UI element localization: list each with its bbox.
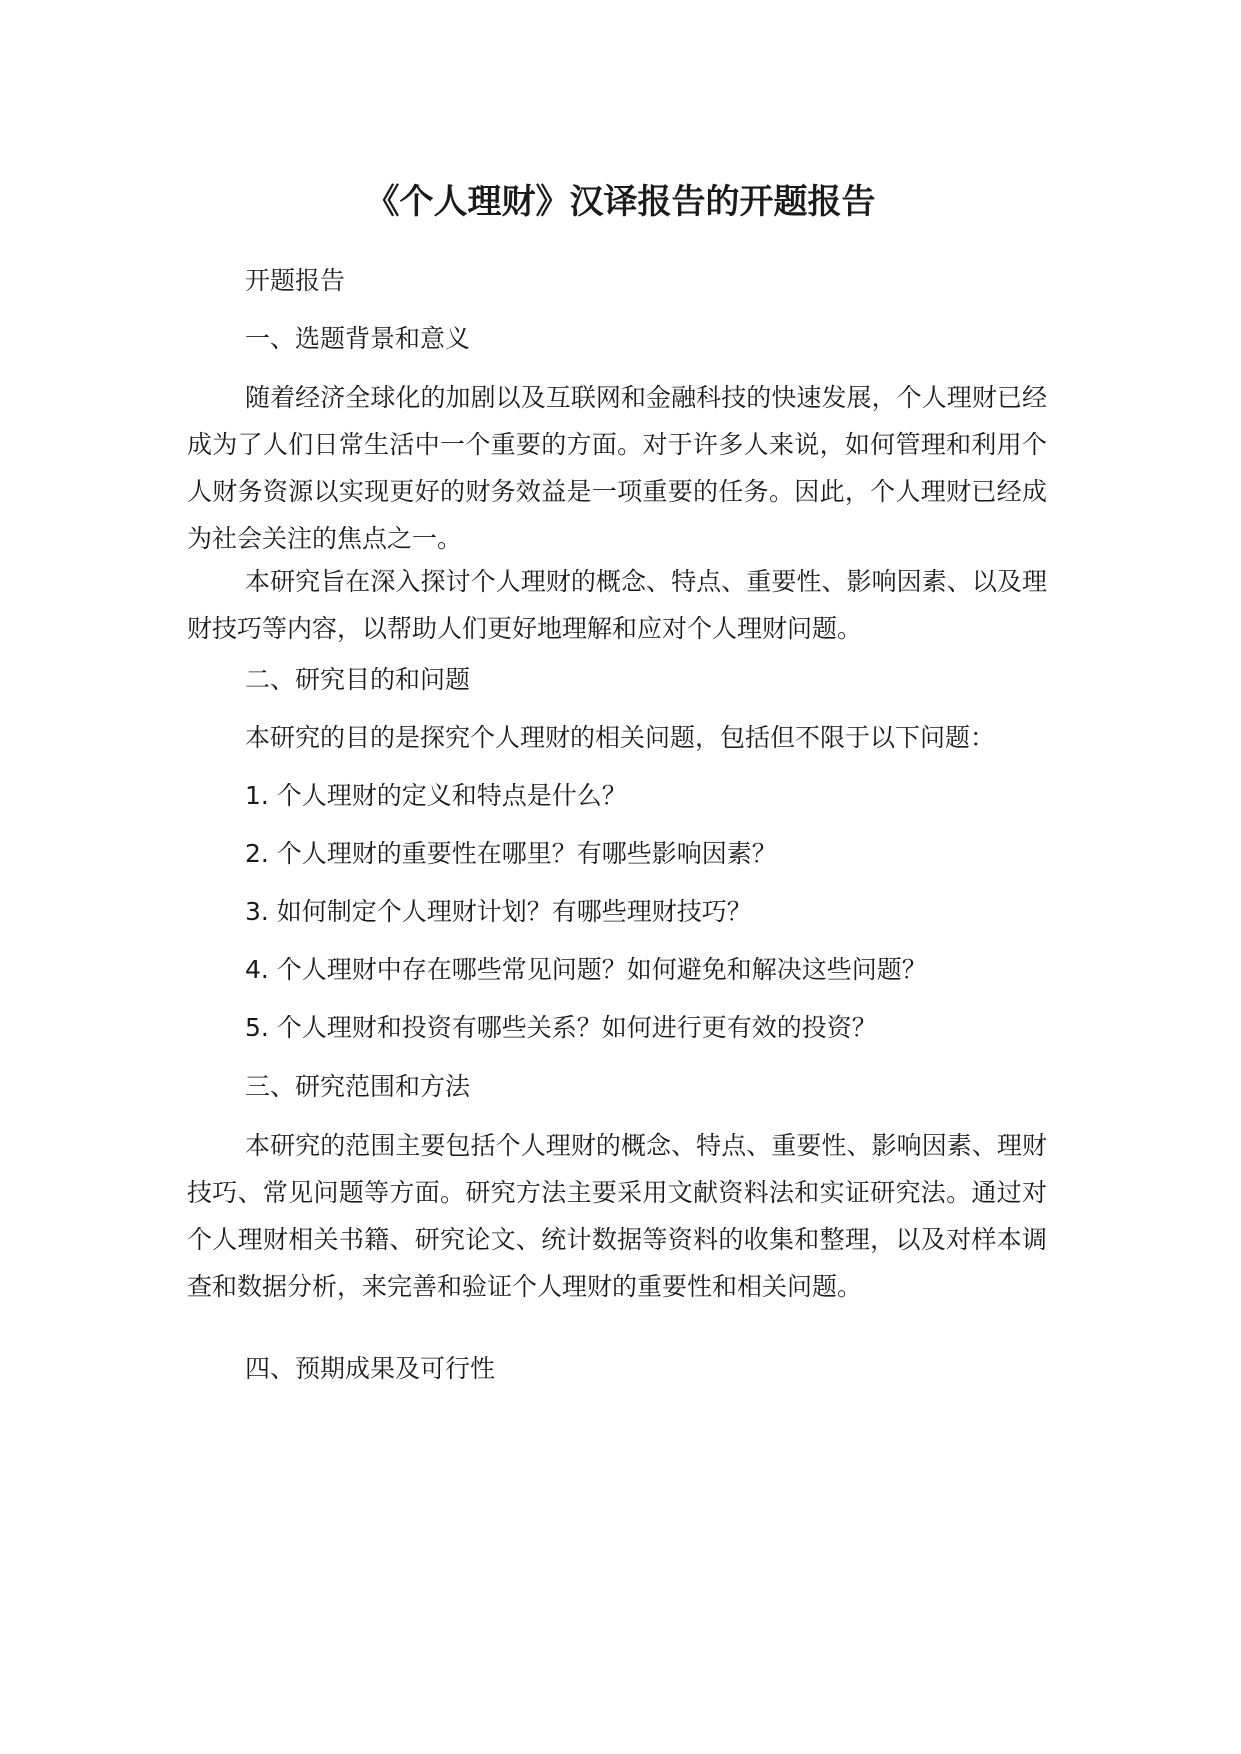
report-label: 开题报告 (245, 266, 346, 295)
section1-paragraph-1-block (187, 374, 1047, 562)
section3-paragraph: 本研究的范围主要包括个人理财的概念、特点、重要性、影响因素、理财技巧、常见问题等方面。研究方法主要采用文献资料法和实证研究法。通过对个人理财相关书籍、研究论文、统计数据等资料的收集和整理，以及对样本调查和数据分析，来完善和验证个人理财的重要性和相关问题。 (187, 1131, 1047, 1301)
question-list-item-4 (187, 952, 1047, 988)
section1-heading-block (187, 321, 1047, 357)
report-label-block (187, 263, 1047, 299)
question-list-item-1 (187, 778, 1047, 814)
section2-heading: 二、研究目的和问题 (245, 665, 471, 694)
section1-heading: 一、选题背景和意义 (245, 324, 471, 353)
question-item: 4. 个人理财中存在哪些常见问题？如何避免和解决这些问题？ (245, 955, 927, 984)
question-item: 1. 个人理财的定义和特点是什么？ (245, 781, 627, 810)
question-item: 3. 如何制定个人理财计划？有哪些理财技巧？ (245, 897, 752, 926)
section2-heading-block (187, 662, 1047, 698)
section1-paragraph-2-block (187, 558, 1047, 652)
section4-heading-block (187, 1351, 1047, 1387)
question-item: 2. 个人理财的重要性在哪里？有哪些影响因素？ (245, 839, 777, 868)
section1-paragraph-2: 本研究旨在深入探讨个人理财的概念、特点、重要性、影响因素、以及理财技巧等内容，以帮助人们更好地理解和应对个人理财问题。 (187, 567, 1047, 643)
question-list-item-2 (187, 836, 1047, 872)
question-list-item-5 (187, 1010, 1047, 1046)
document-title: 《个人理财》汉译报告的开题报告 (365, 182, 876, 222)
section2-intro-block (187, 720, 1047, 756)
section4-heading: 四、预期成果及可行性 (245, 1354, 496, 1383)
section2-intro: 本研究的目的是探究个人理财的相关问题，包括但不限于以下问题： (245, 723, 996, 752)
section3-heading: 三、研究范围和方法 (245, 1072, 471, 1101)
section3-paragraph-block (187, 1122, 1047, 1310)
section3-heading-block (187, 1069, 1047, 1105)
question-item: 5. 个人理财和投资有哪些关系？如何进行更有效的投资？ (245, 1013, 877, 1042)
question-list-item-3 (187, 894, 1047, 930)
section1-paragraph-1: 随着经济全球化的加剧以及互联网和金融科技的快速发展，个人理财已经成为了人们日常生活中一个重要的方面。对于许多人来说，如何管理和利用个人财务资源以实现更好的财务效益是一项重要的任务。因此，个人理财已经成为社会关注的焦点之一。 (187, 383, 1047, 553)
